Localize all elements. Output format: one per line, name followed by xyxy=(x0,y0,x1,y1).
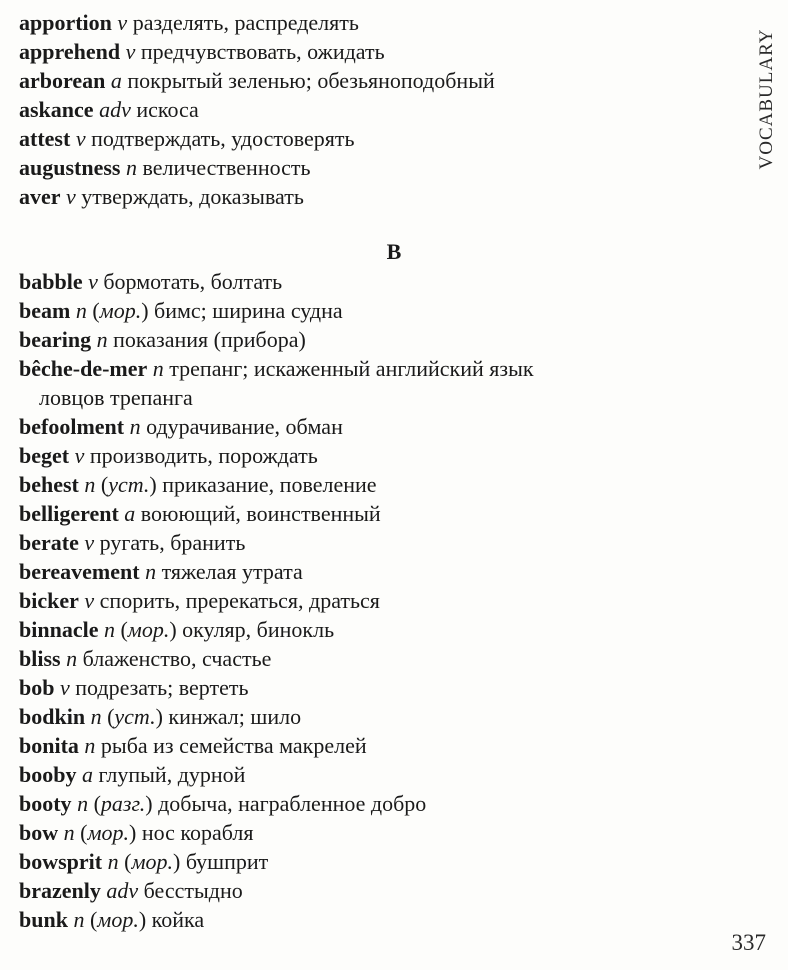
part-of-speech: a xyxy=(110,68,122,93)
definition: ругать, бранить xyxy=(99,530,246,555)
part-of-speech: n xyxy=(96,327,108,352)
part-of-speech: v xyxy=(125,39,136,64)
part-of-speech: n xyxy=(73,907,85,932)
definition: добыча, награбленное добро xyxy=(158,791,427,816)
vocabulary-entry xyxy=(19,673,739,702)
headword: augustness xyxy=(19,155,121,180)
headword: bonita xyxy=(19,733,79,758)
part-of-speech: a xyxy=(124,501,136,526)
vocabulary-entry xyxy=(19,153,739,182)
page-number: 337 xyxy=(731,930,766,955)
vocabulary-entry: bow n (мор.) нос корабля xyxy=(19,820,254,845)
definition: нос корабля xyxy=(141,820,254,845)
part-of-speech: v xyxy=(75,126,86,151)
running-head xyxy=(752,14,782,184)
vocabulary-entry xyxy=(19,267,739,296)
definition-continuation: ловцов трепанга xyxy=(39,385,193,410)
vocabulary-entry xyxy=(19,760,739,789)
part-of-speech: n xyxy=(84,733,96,758)
headword: apportion xyxy=(19,10,112,35)
part-of-speech: n xyxy=(84,472,96,497)
vocabulary-entry xyxy=(19,876,739,905)
vocabulary-entry xyxy=(19,644,739,673)
headword: aver xyxy=(19,184,61,209)
vocabulary-entry xyxy=(19,124,739,153)
vocabulary-entry xyxy=(19,354,739,412)
vocabulary-entry xyxy=(19,731,739,760)
headword: beget xyxy=(19,443,70,468)
definition: кинжал; шило xyxy=(168,704,302,729)
definition: подрезать; вертеть xyxy=(75,675,249,700)
part-of-speech: n xyxy=(145,559,157,584)
headword: behest xyxy=(19,472,79,497)
part-of-speech: n xyxy=(75,298,87,323)
definition: величественность xyxy=(142,155,311,180)
part-of-speech: n xyxy=(107,849,119,874)
headword: bowsprit xyxy=(19,849,103,874)
headword: apprehend xyxy=(19,39,121,64)
usage-note: мор. xyxy=(97,907,139,932)
vocabulary-entry xyxy=(19,95,739,124)
headword: bob xyxy=(19,675,55,700)
definition: разделять, распределять xyxy=(132,10,359,35)
headword: babble xyxy=(19,269,83,294)
usage-note: мор. xyxy=(131,849,173,874)
vocabulary-entry xyxy=(19,182,739,211)
section-letter-heading: B xyxy=(386,239,402,264)
definition: утверждать, доказывать xyxy=(81,184,304,209)
headword: bow xyxy=(19,820,59,845)
definition: бимс; ширина судна xyxy=(154,298,343,323)
usage-note: уст. xyxy=(108,472,150,497)
part-of-speech: v xyxy=(84,588,95,613)
section-a xyxy=(19,8,739,211)
part-of-speech: v xyxy=(84,530,95,555)
part-of-speech: adv xyxy=(99,97,131,122)
part-of-speech: n xyxy=(90,704,102,729)
headword: befoolment xyxy=(19,414,125,439)
vocabulary-entry: booty n (разг.) добыча, награбленное добро xyxy=(19,791,427,816)
vocabulary-entry xyxy=(19,8,739,37)
definition: спорить, пререкаться, драться xyxy=(99,588,380,613)
headword: beam xyxy=(19,298,71,323)
part-of-speech: v xyxy=(117,10,128,35)
definition: искоса xyxy=(136,97,199,122)
part-of-speech: n xyxy=(152,356,164,381)
vocabulary-entry xyxy=(19,528,739,557)
headword: bunk xyxy=(19,907,68,932)
headword: arborean xyxy=(19,68,106,93)
part-of-speech: n xyxy=(103,617,115,642)
vocabulary-entry xyxy=(19,441,739,470)
part-of-speech: a xyxy=(81,762,93,787)
vocabulary-entry: behest n (уст.) приказание, повеление xyxy=(19,472,377,497)
definition: койка xyxy=(151,907,205,932)
headword: binnacle xyxy=(19,617,99,642)
part-of-speech: n xyxy=(66,646,78,671)
vocabulary-list xyxy=(19,8,739,934)
definition: покрытый зеленью; обезьяноподобный xyxy=(127,68,495,93)
definition: тяжелая утрата xyxy=(161,559,303,584)
definition: приказание, повеление xyxy=(162,472,377,497)
headword: booty xyxy=(19,791,72,816)
headword: belligerent xyxy=(19,501,119,526)
headword: bodkin xyxy=(19,704,86,729)
definition: показания (прибора) xyxy=(113,327,306,352)
vocabulary-entry: beam n (мор.) бимс; ширина судна xyxy=(19,298,343,323)
definition: блаженство, счастье xyxy=(82,646,272,671)
usage-note: мор. xyxy=(99,298,142,323)
definition: предчувствовать, ожидать xyxy=(140,39,385,64)
usage-note: мор. xyxy=(127,617,170,642)
headword: bearing xyxy=(19,327,92,352)
headword: askance xyxy=(19,97,94,122)
vocabulary-entry xyxy=(19,586,739,615)
usage-note: мор. xyxy=(87,820,129,845)
definition: бесстыдно xyxy=(143,878,243,903)
running-head-text: VOCABULARY xyxy=(756,28,777,170)
definition: бормотать, болтать xyxy=(103,269,283,294)
definition: окуляр, бинокль xyxy=(182,617,335,642)
vocabulary-entry xyxy=(19,37,739,66)
part-of-speech: n xyxy=(77,791,89,816)
headword: bicker xyxy=(19,588,79,613)
part-of-speech: v xyxy=(88,269,98,294)
headword: bêche-de-mer xyxy=(19,356,148,381)
vocabulary-entry xyxy=(19,499,739,528)
headword: bliss xyxy=(19,646,61,671)
section-b xyxy=(19,267,739,934)
vocabulary-entry: bodkin n (уст.) кинжал; шило xyxy=(19,704,302,729)
part-of-speech: v xyxy=(74,443,85,468)
vocabulary-entry xyxy=(19,557,739,586)
part-of-speech: v xyxy=(66,184,76,209)
part-of-speech: n xyxy=(63,820,75,845)
usage-note: уст. xyxy=(114,704,156,729)
usage-note: разг. xyxy=(100,791,146,816)
vocabulary-entry xyxy=(19,325,739,354)
definition: производить, порождать xyxy=(89,443,318,468)
vocabulary-entry: bunk n (мор.) койка xyxy=(19,907,205,932)
headword: attest xyxy=(19,126,71,151)
vocabulary-entry: bowsprit n (мор.) бушприт xyxy=(19,849,269,874)
headword: berate xyxy=(19,530,79,555)
vocabulary-entry xyxy=(19,412,739,441)
headword: booby xyxy=(19,762,77,787)
definition: воюющий, воинственный xyxy=(140,501,381,526)
vocabulary-entry: binnacle n (мор.) окуляр, бинокль xyxy=(19,617,335,642)
definition: трепанг; искаженный английский язык xyxy=(169,356,534,381)
part-of-speech: adv xyxy=(106,878,139,903)
part-of-speech: v xyxy=(59,675,70,700)
definition: подтверждать, удостоверять xyxy=(91,126,355,151)
part-of-speech: n xyxy=(129,414,141,439)
definition: рыба из семейства макрелей xyxy=(100,733,367,758)
vocabulary-entry xyxy=(19,66,739,95)
headword: bereavement xyxy=(19,559,140,584)
part-of-speech: n xyxy=(125,155,137,180)
headword: brazenly xyxy=(19,878,101,903)
definition: бушприт xyxy=(185,849,269,874)
definition: одурачивание, обман xyxy=(146,414,343,439)
definition: глупый, дурной xyxy=(98,762,246,787)
